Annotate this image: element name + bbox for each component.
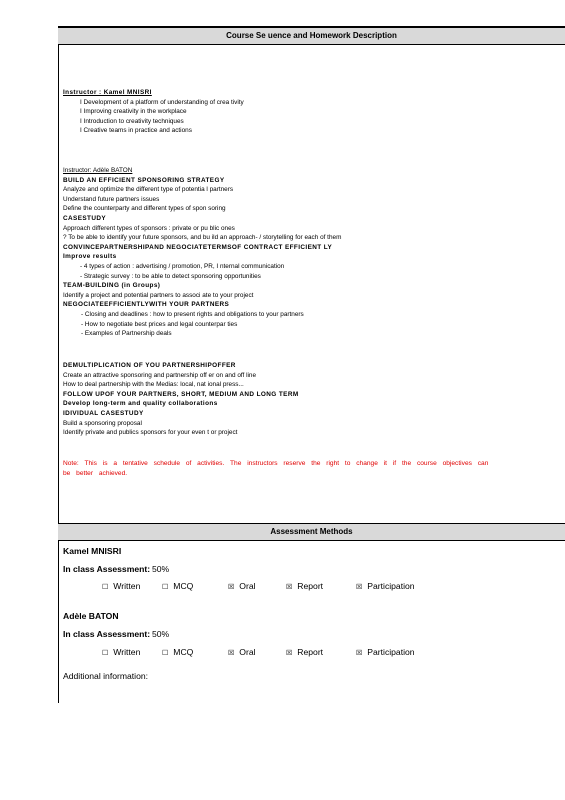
course-sequence-header: Course Se uence and Homework Description [58, 27, 565, 45]
option-label: Oral [239, 581, 256, 591]
checkbox-icon: ☒ [286, 650, 293, 657]
option-label: Written [113, 581, 141, 591]
outline-line: Understand future partners issues [63, 195, 160, 203]
assessment-option [228, 581, 256, 591]
instructor1-block [63, 88, 244, 136]
assessment-option [286, 581, 323, 591]
checkbox-icon: ☒ [228, 584, 235, 591]
assessment-option [102, 581, 140, 591]
outline-line: Approach different types of sponsors : private or pu blic ones [63, 224, 235, 232]
outline-line: - Closing and deadlines : how to present rights and obligations to your partners [81, 310, 304, 318]
instructor1-item: I Improving creativity in the workplace [80, 108, 187, 116]
checkbox-icon: ☒ [228, 650, 235, 657]
assessment-value: 50% [152, 564, 170, 574]
outline-line: CASESTUDY [63, 214, 107, 222]
outline-line: FOLLOW UPOF YOUR PARTNERS, SHORT, MEDIUM AND LONG TERM [63, 390, 299, 398]
option-label: Report [297, 581, 324, 591]
option-label: Participation [367, 581, 415, 591]
outline-line: How to deal partnership with the Medias: local, nat ional press... [63, 381, 244, 389]
outline-line: NEGOCIATEEFFICIENTLYWITH YOUR PARTNERS [63, 301, 230, 309]
checkbox-icon: ☐ [102, 650, 109, 657]
option-label: Participation [367, 647, 415, 657]
option-label: Written [113, 647, 141, 657]
assessment-option [102, 647, 140, 657]
assessor-name: Adèle BATON [63, 611, 119, 621]
assessment-label: In class Assessment: [63, 564, 151, 574]
outline-line: - Strategic survey : to be able to detect sponsoring opportunities [80, 272, 261, 280]
checkbox-icon: ☒ [356, 650, 363, 657]
checkbox-icon: ☐ [162, 650, 169, 657]
instructor1-item: I Introduction to creativity techniques [80, 117, 184, 125]
option-label: Report [297, 647, 324, 657]
instructor2-block [63, 166, 341, 339]
outline-line: - Examples of Partnership deals [81, 330, 172, 338]
outline-line: Create an attractive sponsoring and partnership off er on and off line [63, 371, 257, 379]
option-label: MCQ [173, 647, 194, 657]
assessment-header: Assessment Methods [58, 523, 565, 541]
option-label: Oral [239, 647, 256, 657]
assessment-value: 50% [152, 629, 170, 639]
checkbox-icon: ☒ [286, 584, 293, 591]
outline-line: Identify a project and potential partners to associ ate to your project [63, 291, 254, 299]
assessment-label: In class Assessment: [63, 629, 151, 639]
assessor-name: Kamel MNISRI [63, 546, 122, 556]
outline-line: ? To be able to identify your future sponsors, and bu ild an approach- / storytelling for each of them [63, 234, 342, 242]
outline-line: BUILD AN EFFICIENT SPONSORING STRATEGY [63, 176, 225, 184]
outline-line: - How to negotiate best prices and legal counterpar ties [81, 320, 238, 328]
checkbox-icon: ☐ [102, 584, 109, 591]
instructor2-heading: Instructor: Adèle BATON [63, 167, 133, 174]
instructor1-item: I Creative teams in practice and actions [80, 127, 192, 135]
checkbox-icon: ☒ [356, 584, 363, 591]
assessment-option [228, 647, 256, 657]
assessment-option [162, 581, 193, 591]
checkbox-icon: ☐ [162, 584, 169, 591]
additional-information-label: Additional information: [63, 671, 149, 681]
assessment-option [356, 581, 415, 591]
assessment-option [162, 647, 193, 657]
outline-line: Define the counterparty and different types of spon soring [63, 205, 226, 213]
outline-line: Develop long-term and quality collaborations [63, 400, 218, 408]
outline-line: IDIVIDUAL CASESTUDY [63, 409, 144, 417]
outline-line: Analyze and optimize the different type of potentia l partners [63, 186, 234, 194]
outline-line: CONVINCEPARTNERSHIPAND NEGOCIATETERMSOF CONTRACT EFFICIENT LY [63, 243, 333, 251]
assessment-option [356, 647, 415, 657]
outline-line: TEAM-BUILDING (in Groups) [63, 282, 161, 290]
instructor1-item: I Development of a platform of understanding of crea tivity [80, 98, 244, 106]
instructor1-heading: Instructor : Kamel MNISRI [63, 89, 152, 96]
outline-line: Build a sponsoring proposal [63, 419, 142, 427]
instructor2-continued-block [63, 361, 299, 438]
option-label: MCQ [173, 581, 194, 591]
outline-line: DEMULTIPLICATION OF YOU PARTNERSHIPOFFER [63, 362, 236, 369]
outline-line: Improve results [63, 253, 117, 261]
schedule-note: Note: This is a tentative schedule of activities. The instructors reserve the right to change it if the course objectives can be better achieved. [63, 460, 489, 477]
outline-line: Identify private and publics sponsors for your even t or project [63, 429, 238, 437]
assessment-option [286, 647, 323, 657]
outline-line: - 4 types of action : advertising / promotion, PR, I nternal communication [80, 262, 285, 270]
